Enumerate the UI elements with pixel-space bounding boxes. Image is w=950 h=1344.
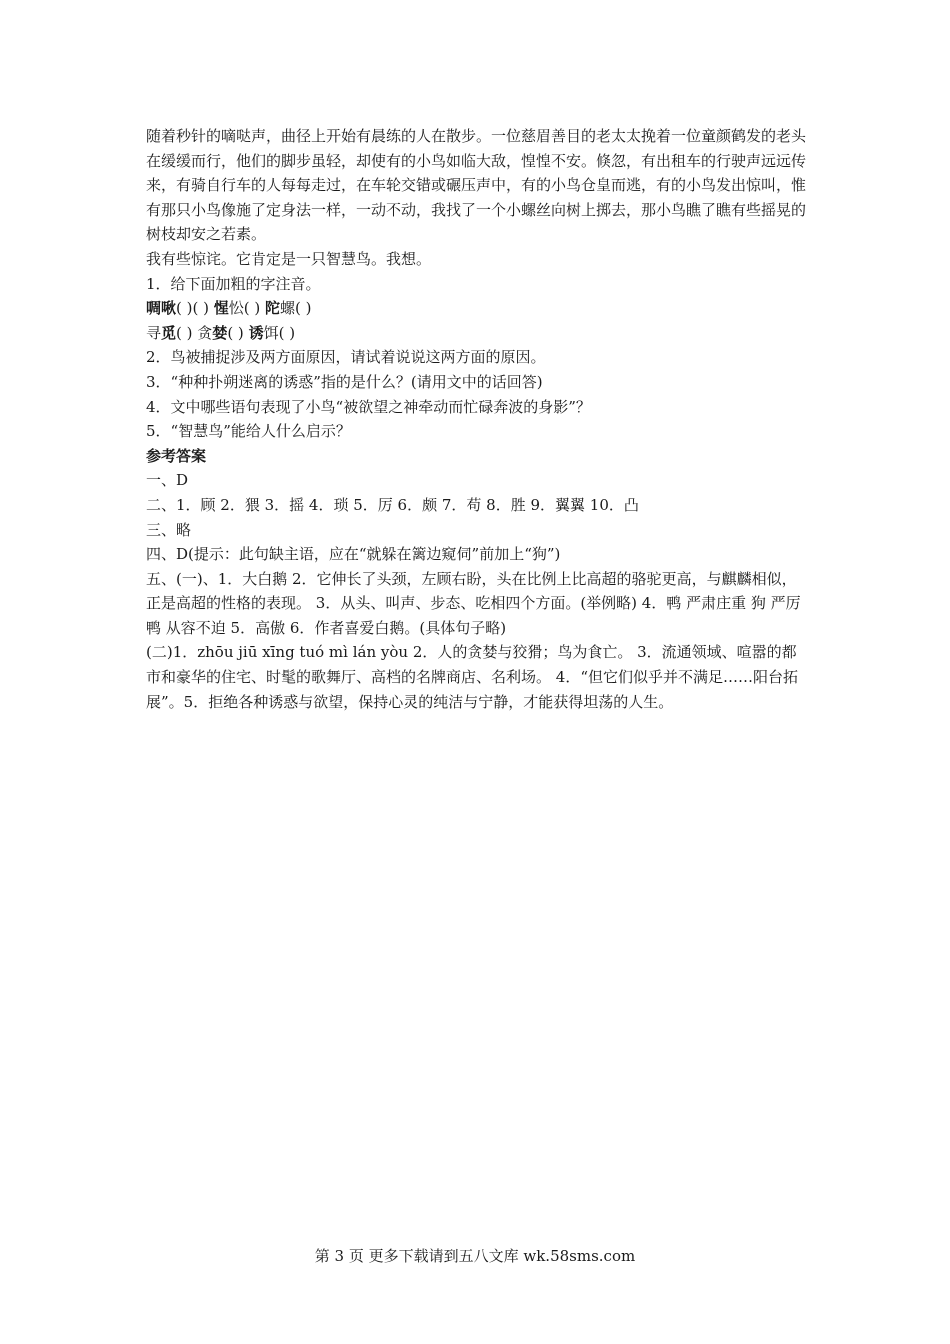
answer-1: 一、D: [146, 471, 189, 490]
blank: 忪( ): [228, 299, 265, 318]
question-5: 5．“智慧鸟”能给人什么启示？: [146, 422, 351, 441]
page-footer: 第 3 页 更多下载请到五八文库 wk.58sms.com: [314, 1247, 636, 1265]
question-1: 1．给下面加粗的字注音。: [146, 274, 321, 293]
answer-5: 五、(一)、1．大白鹅 2．它伸长了头颈，左顾右盼，头在比例上比高超的骆驼更高，与麒麟相似，正是高超的性格的表现。 3．从头、叫声、步态、吃相四个方面。(举例略) 4．鸭 严肃庄重 狗 严厉 鸭 从容不迫 5．高傲 6．作者喜爱白鹅。(具体句子略): [146, 569, 801, 637]
answers-heading: 参考答案: [146, 446, 207, 465]
question-2: 2．鸟被捕捉涉及两方面原因，请试着说说这两方面的原因。: [146, 348, 546, 367]
answer-4: 四、D(提示：此句缺主语，应在“就躲在篱边窥伺”前加上“狗”): [146, 545, 561, 564]
plain-word: 贪: [197, 323, 213, 342]
question-1-items-row1: [146, 296, 806, 321]
answer-3: 三、略: [146, 520, 192, 539]
question-3: 3．“种种扑朔迷离的诱惑”指的是什么？(请用文中的话回答): [146, 372, 543, 391]
question-4: 4．文中哪些语句表现了小鸟“被欲望之神牵动而忙碌奔波的身影”？: [146, 397, 591, 416]
blank: ( ): [176, 323, 198, 342]
plain-word: 寻: [146, 323, 162, 342]
blank: ( ): [227, 323, 249, 342]
bold-word: 诱: [248, 323, 264, 342]
bold-word: 惺: [213, 299, 229, 318]
question-1-items-row2: [146, 321, 806, 346]
blank: 饵( ): [263, 323, 296, 342]
bold-word: 觅: [161, 323, 177, 342]
bold-word: 婪: [212, 323, 228, 342]
answer-2: 二、1．顾 2．猥 3．摇 4．琐 5．厉 6．颇 7．苟 8．胜 9．翼翼 10．凸: [146, 495, 639, 514]
passage-paragraph: 我有些惊诧。它肯定是一只智慧鸟。我想。: [146, 249, 432, 268]
answer-6: (二)1．zhōu jiū xīng tuó mì lán yòu 2．人的贪婪与狡猾；鸟为食亡。 3．流通领域、喧嚣的都市和豪华的住宅、时髦的歌舞厅、高档的名牌商店、名利场。 4．“但它们似乎并不满足……阳台拓展”。5．拒绝各种诱惑与欲望，保持心灵的纯洁与宁静，才能获得坦荡的人生。: [146, 643, 798, 711]
passage-paragraph: 随着秒针的嘀哒声，曲径上开始有晨练的人在散步。一位慈眉善目的老太太挽着一位童颜鹤发的老头在缓缓而行，他们的脚步虽轻，却使有的小鸟如临大敌，惶惶不安。倏忽，有出租车的行驶声远远传来，有骑自行车的人每每走过，在车轮交错或碾压声中，有的小鸟仓皇而逃，有的小鸟发出惊叫，惟有那只小鸟像施了定身法一样，一动不动，我找了一个小螺丝向树上掷去，那小鸟瞧了瞧有些摇晃的树枝却安之若素。: [146, 127, 807, 244]
blank: 螺( ): [280, 299, 312, 318]
blank: ( )( ): [176, 299, 214, 318]
bold-word: 啁啾: [146, 299, 177, 318]
document-body: [146, 124, 806, 714]
bold-word: 陀: [265, 299, 281, 318]
